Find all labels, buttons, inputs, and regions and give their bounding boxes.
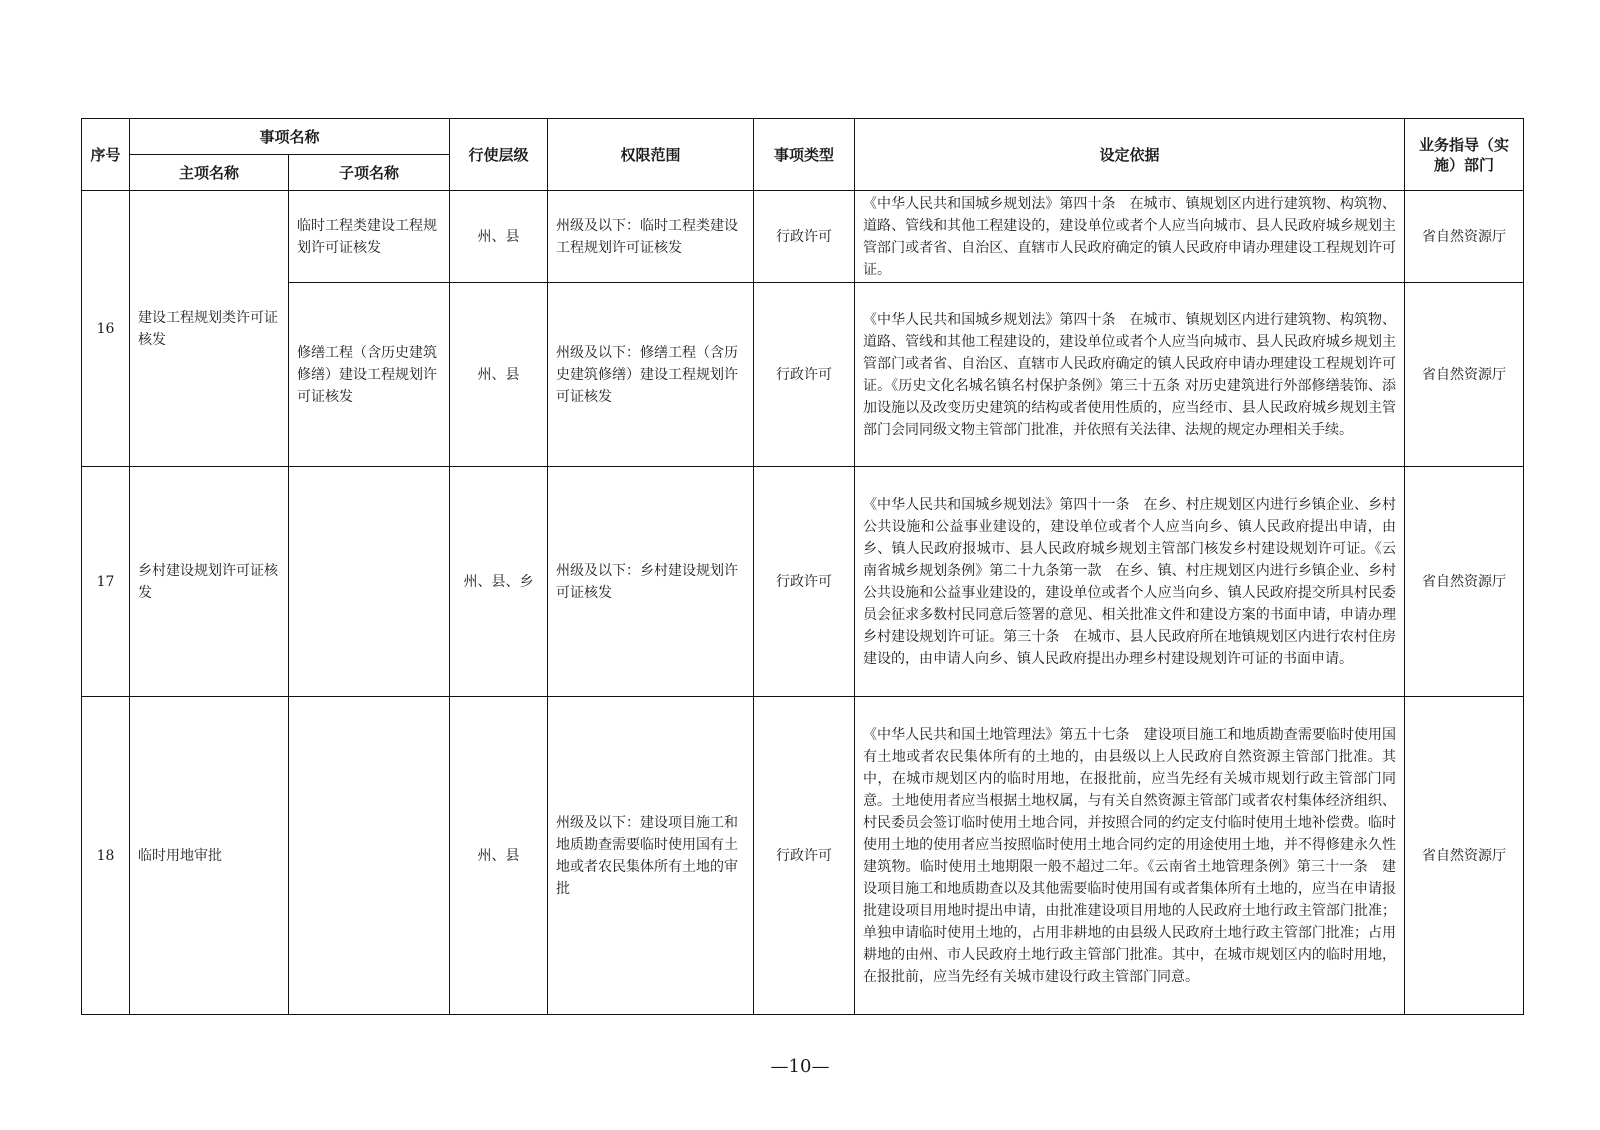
row-main-item: 乡村建设规划许可证核发 bbox=[130, 467, 289, 697]
row-type: 行政许可 bbox=[754, 191, 855, 283]
table-row bbox=[82, 283, 1524, 467]
table-row bbox=[82, 467, 1524, 697]
row-dept: 省自然资源厅 bbox=[1405, 467, 1524, 697]
header-dept: 业务指导（实施）部门 bbox=[1405, 119, 1524, 191]
row-level: 州、县 bbox=[450, 697, 548, 1015]
header-type: 事项类型 bbox=[754, 119, 855, 191]
header-seq: 序号 bbox=[82, 119, 130, 191]
row-scope: 州级及以下：建设项目施工和地质勘查需要临时使用国有土地或者农民集体所有土地的审批 bbox=[548, 697, 754, 1015]
header-main-item: 主项名称 bbox=[130, 155, 289, 191]
row-seq: 17 bbox=[82, 467, 130, 697]
row-type: 行政许可 bbox=[754, 697, 855, 1015]
row-main-item: 建设工程规划类许可证核发 bbox=[130, 191, 289, 467]
table-row bbox=[82, 191, 1524, 283]
row-dept: 省自然资源厅 bbox=[1405, 191, 1524, 283]
row-scope: 州级及以下：修缮工程（含历史建筑修缮）建设工程规划许可证核发 bbox=[548, 283, 754, 467]
header-level: 行使层级 bbox=[450, 119, 548, 191]
table-row bbox=[82, 697, 1524, 1015]
row-type: 行政许可 bbox=[754, 467, 855, 697]
row-basis: 《中华人民共和国城乡规划法》第四十条 在城市、镇规划区内进行建筑物、构筑物、道路、管线和其他工程建设的，建设单位或者个人应当向城市、县人民政府城乡规划主管部门或者省、自治区、直辖市人民政府确定的镇人民政府申请办理建设工程规划许可证。《历史文化名城名镇名村保护条例》第三十五条 对历史建筑进行外部修缮装饰、添加设施以及改变历史建筑的结构或者使用性质的，应当经市、县人民政府城乡规划主管部门会同同级文物主管部门批准，并依照有关法律、法规的规定办理相关手续。 bbox=[855, 283, 1405, 467]
row-main-item: 临时用地审批 bbox=[130, 697, 289, 1015]
row-basis: 《中华人民共和国城乡规划法》第四十一条 在乡、村庄规划区内进行乡镇企业、乡村公共设施和公益事业建设的，建设单位或者个人应当向乡、镇人民政府提出申请，由乡、镇人民政府报城市、县人民政府城乡规划主管部门核发乡村建设规划许可证。《云南省城乡规划条例》第二十九条第一款 在乡、镇、村庄规划区内进行乡镇企业、乡村公共设施和公益事业建设的，建设单位或者个人应当向乡、镇人民政府提交所具村民委员会征求多数村民同意后签署的意见、相关批准文件和建设方案的书面申请，申请办理乡村建设规划许可证。第三十条 在城市、县人民政府所在地镇规划区内进行农村住房建设的，由申请人向乡、镇人民政府提出办理乡村建设规划许可证的书面申请。 bbox=[855, 467, 1405, 697]
row-seq: 16 bbox=[82, 191, 130, 467]
page-number: —10— bbox=[770, 1056, 830, 1077]
row-basis: 《中华人民共和国土地管理法》第五十七条 建设项目施工和地质勘查需要临时使用国有土地或者农民集体所有的土地的，由县级以上人民政府自然资源主管部门批准。其中，在城市规划区内的临时用地，在报批前，应当先经有关城市规划行政主管部门同意。土地使用者应当根据土地权属，与有关自然资源主管部门或者农村集体经济组织、村民委员会签订临时使用土地合同，并按照合同的约定支付临时使用土地补偿费。临时使用土地的使用者应当按照临时使用土地合同约定的用途使用土地，并不得修建永久性建筑物。临时使用土地期限一般不超过二年。《云南省土地管理条例》第三十一条 建设项目施工和地质勘查以及其他需要临时使用国有或者集体所有土地的，应当在申请报批建设项目用地时提出申请，由批准建设项目用地的人民政府土地行政主管部门批准；单独申请临时使用土地的，占用非耕地的由县级人民政府土地行政主管部门批准；占用耕地的由州、市人民政府土地行政主管部门批准。其中，在城市规划区内的临时用地，在报批前，应当先经有关城市建设行政主管部门同意。 bbox=[855, 697, 1405, 1015]
row-basis: 《中华人民共和国城乡规划法》第四十条 在城市、镇规划区内进行建筑物、构筑物、道路、管线和其他工程建设的，建设单位或者个人应当向城市、县人民政府城乡规划主管部门或者省、自治区、直辖市人民政府确定的镇人民政府申请办理建设工程规划许可证。 bbox=[855, 191, 1405, 283]
row-level: 州、县 bbox=[450, 191, 548, 283]
row-level: 州、县 bbox=[450, 283, 548, 467]
row-sub-item: 修缮工程（含历史建筑修缮）建设工程规划许可证核发 bbox=[289, 283, 450, 467]
header-basis: 设定依据 bbox=[855, 119, 1405, 191]
header-scope: 权限范围 bbox=[548, 119, 754, 191]
row-sub-item bbox=[289, 697, 450, 1015]
header-item-name: 事项名称 bbox=[130, 119, 450, 155]
licensing-items-table bbox=[81, 118, 1524, 1015]
row-seq: 18 bbox=[82, 697, 130, 1015]
header-sub-item: 子项名称 bbox=[289, 155, 450, 191]
row-scope: 州级及以下：临时工程类建设工程规划许可证核发 bbox=[548, 191, 754, 283]
row-level: 州、县、乡 bbox=[450, 467, 548, 697]
row-dept: 省自然资源厅 bbox=[1405, 283, 1524, 467]
row-scope: 州级及以下：乡村建设规划许可证核发 bbox=[548, 467, 754, 697]
row-sub-item bbox=[289, 467, 450, 697]
row-dept: 省自然资源厅 bbox=[1405, 697, 1524, 1015]
row-sub-item: 临时工程类建设工程规划许可证核发 bbox=[289, 191, 450, 283]
row-type: 行政许可 bbox=[754, 283, 855, 467]
